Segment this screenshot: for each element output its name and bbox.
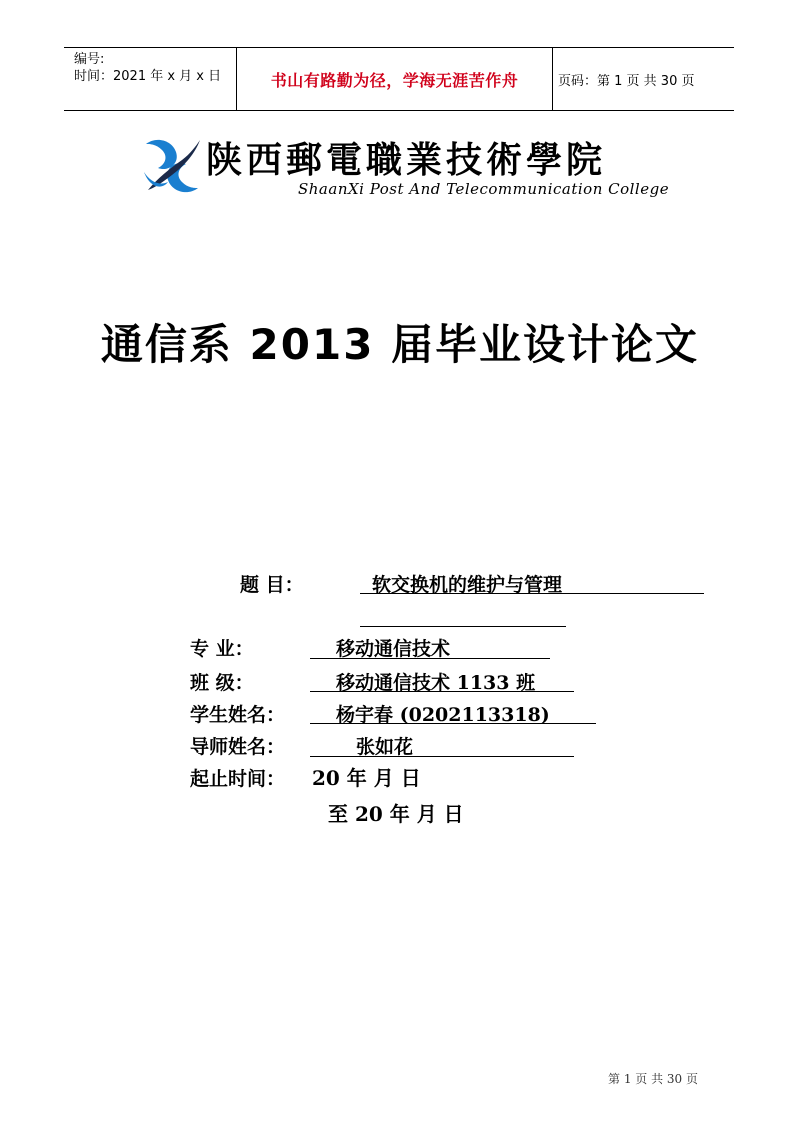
header-motto-cell bbox=[236, 48, 553, 110]
topic-underline bbox=[360, 593, 704, 594]
document-title: 通信系 2013 届毕业设计论文 bbox=[100, 320, 700, 369]
topic-underline-2 bbox=[360, 626, 566, 627]
college-name-en: ShaanXi Post And Telecommunication College bbox=[298, 180, 670, 198]
header-left-cell bbox=[64, 48, 236, 110]
number-label: 编号: bbox=[74, 52, 105, 67]
period-start: 20 年 月 日 bbox=[312, 766, 421, 790]
major-underline bbox=[310, 658, 550, 659]
advisor-label: 导师姓名： bbox=[190, 736, 286, 758]
student-underline bbox=[310, 723, 596, 724]
page-info: 页码：第 1 页 共 30 页 bbox=[558, 73, 695, 89]
header-table bbox=[64, 47, 734, 111]
footer-page-number: 第 1 页 共 30 页 bbox=[608, 1072, 698, 1086]
class-label: 班 级： bbox=[190, 672, 254, 694]
class-value: 移动通信技术 1133 班 bbox=[336, 672, 536, 694]
topic-value: 软交换机的维护与管理 bbox=[372, 574, 563, 596]
advisor-value: 张如花 bbox=[356, 736, 414, 758]
student-value: 杨宇春 (0202113318) bbox=[336, 704, 550, 726]
topic-label: 题 目： bbox=[240, 574, 304, 596]
college-logo bbox=[138, 128, 670, 208]
college-emblem-icon bbox=[138, 132, 206, 200]
period-end: 至 20 年 月 日 bbox=[328, 802, 464, 826]
header-page-cell bbox=[552, 48, 734, 110]
motto-text: 书山有路勤为径，学海无涯苦作舟 bbox=[270, 70, 519, 90]
major-label: 专 业： bbox=[190, 638, 254, 660]
college-name-cn: 陕西郵電職業技術學院 bbox=[206, 139, 607, 181]
student-label: 学生姓名： bbox=[190, 704, 286, 726]
advisor-underline bbox=[310, 756, 574, 757]
period-label: 起止时间： bbox=[190, 768, 286, 790]
class-underline bbox=[310, 691, 574, 692]
time-label: 时间：2021 年 x 月 x 日 bbox=[74, 69, 222, 84]
major-value: 移动通信技术 bbox=[336, 638, 451, 660]
